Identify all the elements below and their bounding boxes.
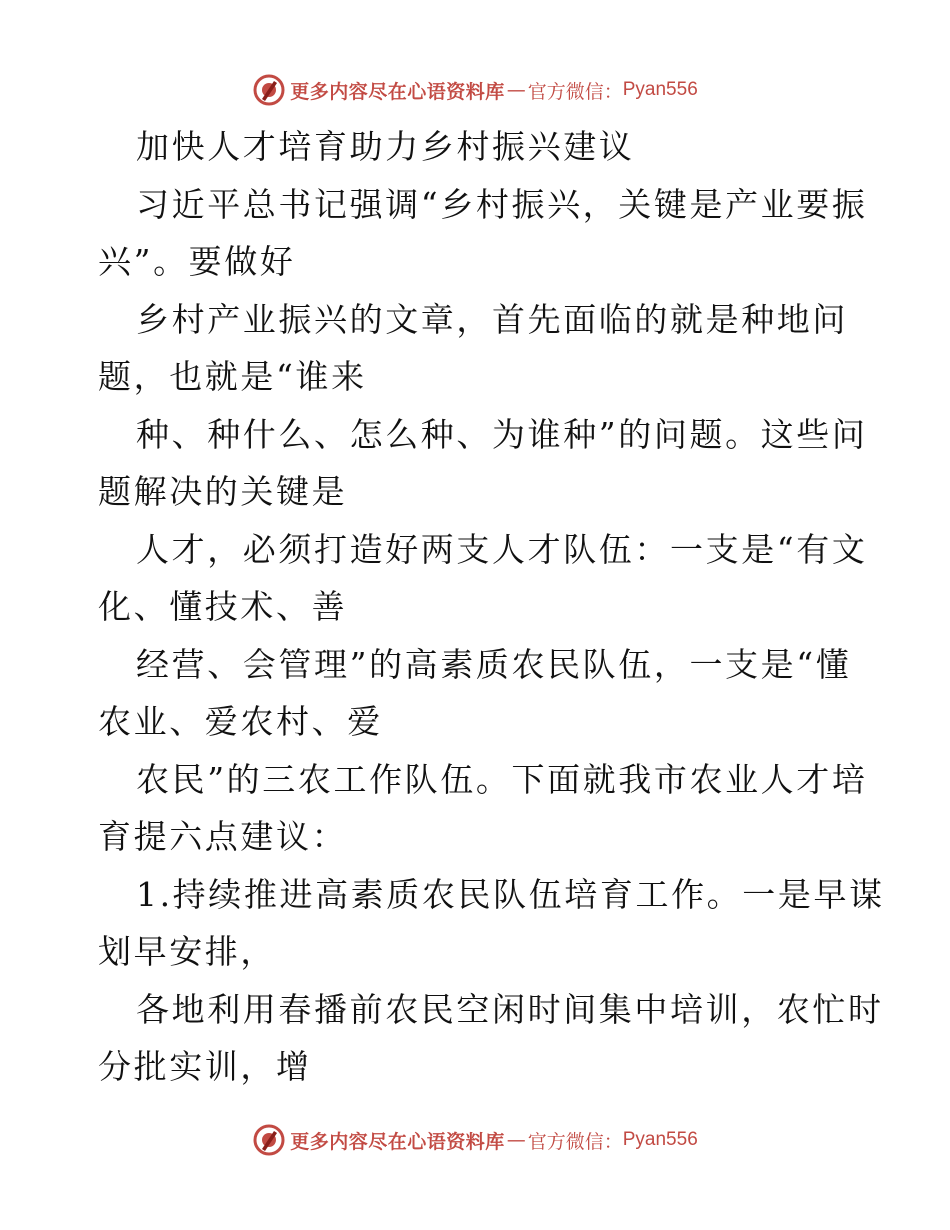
paragraph-line: 种、种什么、怎么种、为谁种”的问题。这些问 (136, 414, 868, 454)
watermark-dash: — (506, 1129, 526, 1151)
paragraph-line: 乡村产业振兴的文章，首先面临的就是种地问 (136, 299, 848, 339)
brand-logo-icon (252, 1123, 286, 1157)
paragraph-line: 各地利用春播前农民空闲时间集中培训，农忙时 (136, 989, 884, 1029)
watermark-label: 官方微信： (527, 1130, 623, 1153)
watermark-label: 官方微信： (527, 80, 623, 103)
document-body (98, 118, 885, 1096)
paragraph-line: 题，也就是“谁来 (98, 357, 367, 396)
paragraph-line: 经营、会管理”的高素质农民队伍，一支是“懂 (136, 644, 852, 684)
header-watermark (0, 70, 950, 110)
watermark-dash: — (506, 79, 526, 101)
paragraph-line: 习近平总书记强调“乡村振兴，关键是产业要振 (136, 184, 868, 224)
paragraph-line: 育提六点建议： (98, 817, 348, 856)
paragraph-line: 题解决的关键是 (98, 472, 348, 511)
footer-watermark (0, 1120, 950, 1160)
paragraph-line: 农民”的三农工作队伍。下面就我市农业人才培 (136, 759, 868, 799)
paragraph-line: 1.持续推进高素质农民队伍培育工作。一是早谋 (136, 874, 885, 914)
document-title: 加快人才培育助力乡村振兴建议 (136, 127, 635, 166)
paragraph-line: 划早安排， (98, 932, 276, 971)
watermark-text: 更多内容尽在心语资料库 (290, 80, 505, 103)
brand-logo-icon (252, 73, 286, 107)
paragraph-line: 化、懂技术、善 (98, 587, 348, 626)
watermark-handle: Pyan556 (622, 1129, 698, 1150)
watermark-handle: Pyan556 (622, 79, 698, 100)
paragraph-line: 分批实训，增 (98, 1047, 312, 1086)
paragraph-line: 农业、爱农村、爱 (98, 702, 383, 741)
watermark-text: 更多内容尽在心语资料库 (290, 1130, 505, 1153)
paragraph-line: 兴”。要做好 (98, 242, 296, 281)
paragraph-line: 人才，必须打造好两支人才队伍：一支是“有文 (136, 529, 868, 569)
